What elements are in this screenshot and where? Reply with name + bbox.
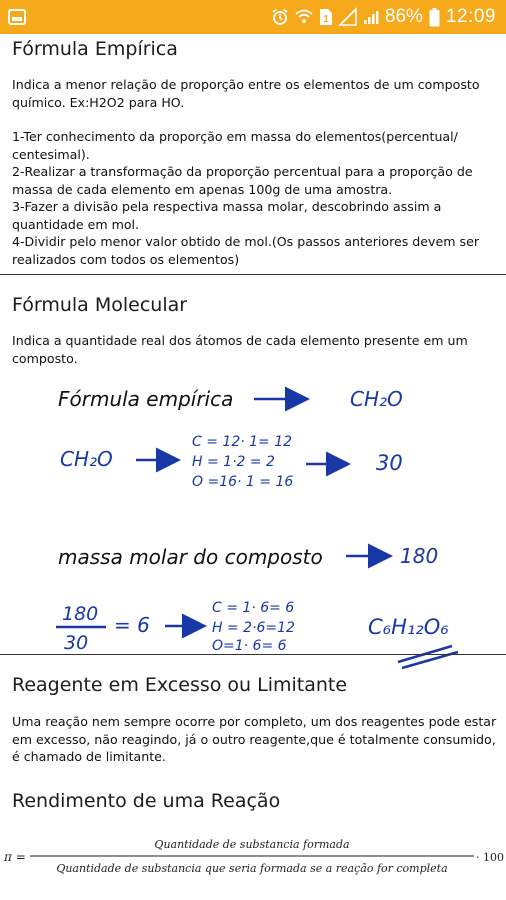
image-notification-icon [8, 8, 26, 26]
divider [0, 274, 506, 275]
ch2o-formula: CH₂O [60, 447, 113, 471]
alarm-icon [271, 8, 289, 26]
formula-numerator: Quantidade de substancia formada [154, 838, 350, 851]
mass-sum: 30 [376, 451, 403, 475]
sim-label: 1 [323, 14, 329, 25]
result-formula: C₆H₁₂O₆ [368, 615, 449, 639]
mass-o: O =16· 1 = 16 [192, 474, 294, 490]
section-title: Fórmula Empírica [12, 38, 178, 60]
formula-multiplier: · 100 [476, 851, 504, 864]
formula-symbol: π = [4, 850, 26, 864]
fraction-result: = 6 [114, 613, 150, 637]
empirica-label: Fórmula empírica [58, 387, 234, 411]
formula-denominator: Quantidade de substancia que seria formada se a reação for completa [56, 862, 448, 875]
mult-c: C = 1· 6= 6 [212, 600, 295, 616]
fraction-numerator: 180 [62, 603, 99, 625]
fraction-denominator: 30 [64, 632, 89, 654]
result-formula-image [360, 604, 470, 674]
sim-card-icon [319, 8, 333, 26]
molar-value: 180 [400, 544, 439, 568]
step-2: 2-Realizar a transformação da proporção percentual para a proporção de massa de cada elemento em apenas 100g de uma amostra. [12, 164, 473, 197]
step-4: 4-Dividir pelo menor valor obtido de mol.(Os passos anteriores devem ser realizados com todos os elementos) [12, 234, 480, 267]
molar-label: massa molar do composto [58, 545, 323, 569]
section-title: Fórmula Molecular [12, 294, 188, 316]
section-title: Rendimento de uma Reação [12, 790, 281, 812]
wifi-icon [295, 9, 313, 25]
mass-h: H = 1·2 = 2 [192, 454, 275, 470]
battery-icon [429, 8, 440, 27]
step-1: 1-Ter conhecimento da proporção em massa do elementos(percentual/ centesimal). [12, 129, 458, 162]
divider [0, 654, 506, 655]
section-description: Indica a menor relação de proporção entre os elementos de um composto químico. Ex:H2O2 para HO. [12, 77, 480, 110]
clock-time: 12:09 [445, 6, 496, 27]
rendimento-formula [0, 832, 506, 882]
cell-signal-icon [363, 9, 379, 25]
battery-percent: 86% [384, 6, 423, 27]
section-description: Indica a quantidade real dos átomos de cada elemento presente em um composto. [12, 333, 468, 366]
status-bar [0, 0, 506, 34]
mult-h: H = 2·6=12 [212, 620, 295, 636]
signal-outline-icon [339, 8, 357, 26]
section-title: Reagente em Excesso ou Limitante [12, 674, 348, 696]
mult-o: O=1· 6= 6 [212, 638, 287, 654]
mass-c: C = 12· 1= 12 [192, 434, 293, 450]
empirica-formula: CH₂O [350, 387, 403, 411]
section-description: Uma reação nem sempre ocorre por completo, um dos reagentes pode estar em excesso, não reagindo, já o outro reagente,que é totalmente consumido, é chamado de limitante. [12, 714, 497, 764]
step-3: 3-Fazer a divisão pela respectiva massa molar, descobrindo assim a quantidade em mol. [12, 199, 442, 232]
